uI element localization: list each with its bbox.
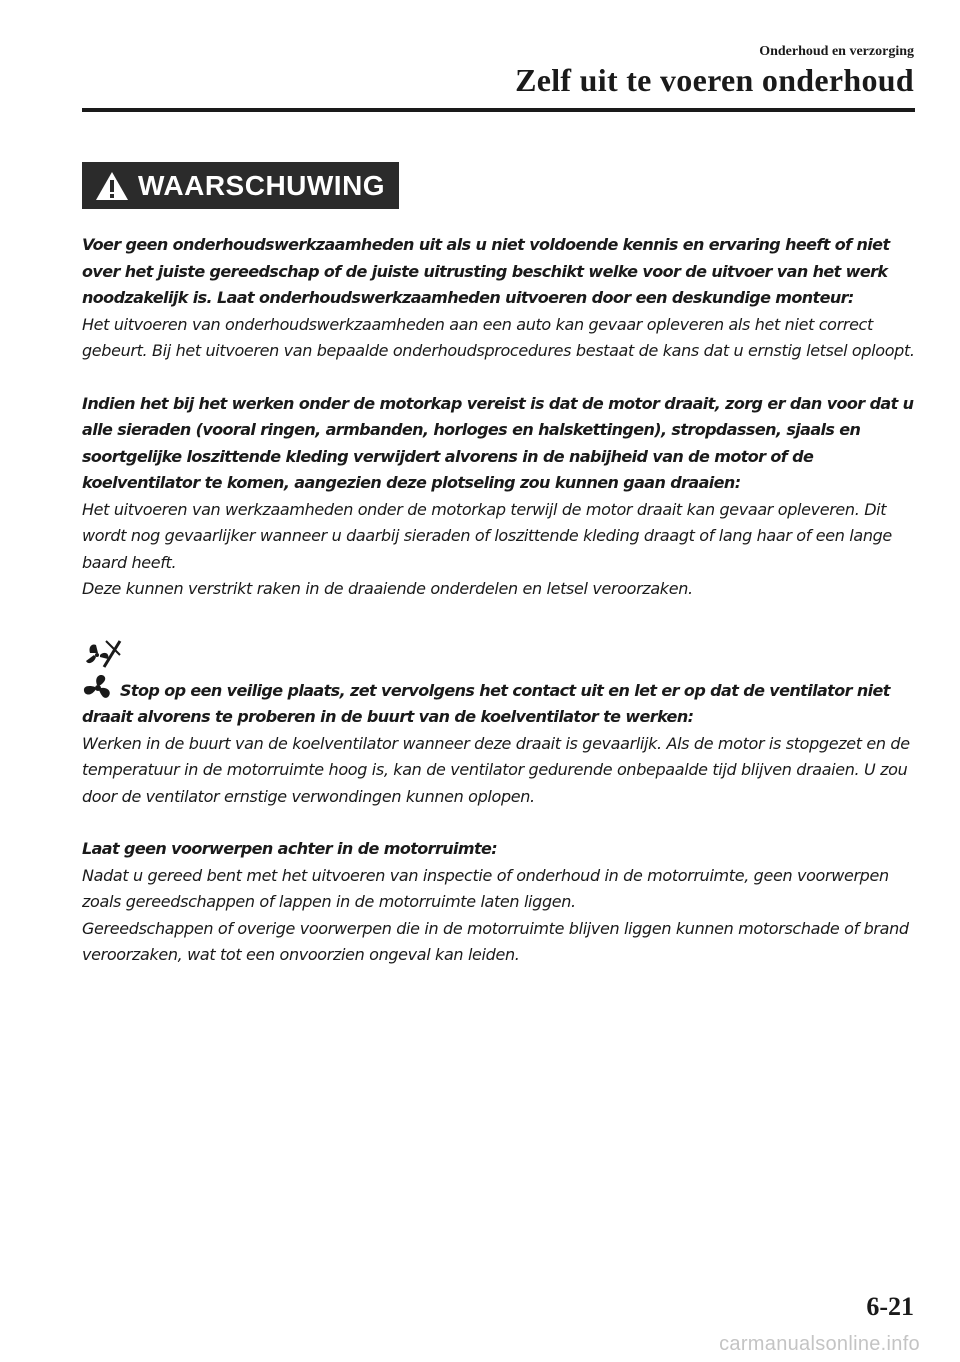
fan-strike-icon — [82, 639, 122, 669]
page-number: 6-21 — [866, 1292, 914, 1321]
paragraph-lead: Laat geen voorwerpen achter in de motorruimte: — [82, 839, 498, 858]
paragraph-lead-text: Stop op een veilige plaats, zet vervolgens het contact uit en let er op dat de ventilator niet draait alvorens te proberen in de buurt van de koelventilator te werken: — [82, 680, 890, 726]
section-title: Onderhoud en verzorging — [759, 44, 914, 59]
page-title: Zelf uit te voeren onderhoud — [515, 62, 914, 98]
paragraph-lead: Voer geen onderhoudswerkzaamheden uit als u niet voldoende kennis en ervaring heeft of niet over het juiste gereedschap of de juiste uitrusting beschikt welke voor de uitvoer van het werk noodzakelijk is. Laat onderhoudswerkzaamheden uitvoeren door een deskundige monteur: — [82, 235, 890, 307]
header-divider — [82, 108, 915, 112]
warning-triangle-icon — [94, 170, 130, 202]
paragraph-body: Deze kunnen verstrikt raken in de draaiende onderdelen en letsel veroorzaken. — [82, 579, 693, 598]
warning-content — [82, 232, 916, 969]
paragraph-body: Het uitvoeren van werkzaamheden onder de motorkap terwijl de motor draait kan gevaar opleveren. Dit wordt nog gevaarlijker wanneer u daarbij sieraden of loszittende kleding draagt of lang haar of een lange baard heeft. — [82, 499, 892, 572]
paragraph-lead: Indien het bij het werken onder de motorkap vereist is dat de motor draait, zorg er dan voor dat u alle sieraden (vooral ringen, armbanden, horloges en halskettingen), stropdassen, sjaals en soortgelijke loszittende kleding verwijdert alvorens in de nabijheid van de motor of de koelventilator te komen, aangezien deze plotseling zou kunnen gaan draaien: — [82, 393, 914, 492]
paragraph-body: Gereedschappen of overige voorwerpen die in de motorruimte blijven liggen kunnen motorschade of brand veroorzaken, wat tot een onvoorzien ongeval kan leiden. — [82, 918, 909, 964]
watermark: carmanualsonline.info — [719, 1333, 920, 1355]
paragraph-body: Het uitvoeren van onderhoudswerkzaamheden aan een auto kan gevaar opleveren als het niet correct gebeurt. Bij het uitvoeren van bepaalde onderhoudsprocedures bestaat de kans dat u ernstig letsel oploopt. — [82, 314, 915, 360]
paragraph-lead — [82, 673, 916, 731]
fan-icon — [82, 673, 116, 701]
paragraph-body: Nadat u gereed bent met het uitvoeren van inspectie of onderhoud in de motorruimte, geen voorwerpen zoals gereedschappen of lappen in de motorruimte laten liggen. — [82, 865, 889, 911]
paragraph-body: Werken in de buurt van de koelventilator wanneer deze draait is gevaarlijk. Als de motor is stopgezet en de temperatuur in de motorruimte hoog is, kan de ventilator gedurende onbepaalde tijd blijven draaien. U zou door de ventilator ernstige verwondingen kunnen oplopen. — [82, 733, 910, 806]
warning-label: WAARSCHUWING — [138, 169, 386, 201]
warning-banner — [82, 162, 399, 209]
